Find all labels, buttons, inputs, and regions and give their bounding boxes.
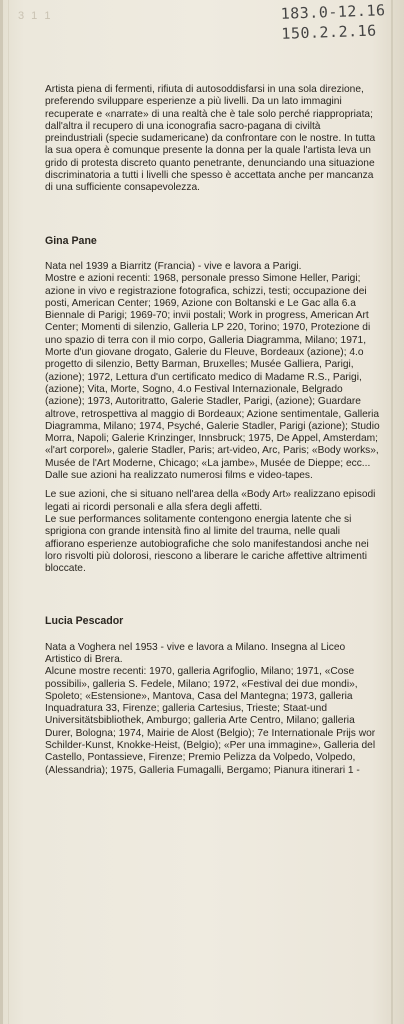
artist-statement-1: Le sue azioni, che si situano nell'area della «Body Art» realizzano episodi legati ai ricordi personali e alla sfera degli affetti.: [45, 489, 376, 513]
artist-statement-2: Le sue performances solitamente contengono energia latente che si sprigiona con grande intensità fino al limite del trauma, nelle quali affiorano esperienze autobiografiche che solo manifestandosi anche nei loro risvolti più dolorosi, riescono a liberare le cariche affettive altrimenti bloccate.: [45, 513, 369, 575]
artist-extra: Dalle sue azioni ha realizzato numerosi films e video-tapes.: [45, 470, 313, 482]
artist-bio: Nata a Voghera nel 1953 - vive e lavora a Milano. Insegna al Liceo Artistico di Brera.: [45, 641, 346, 665]
annotation-line-2: 150.2.2.16: [281, 21, 378, 43]
artist-exhibitions: Alcune mostre recenti: 1970, galleria Agrifoglio, Milano; 1971, «Cose possibili», galleria S. Fedele, Milano; 1972, «Festival dei due mondi», Spoleto; «Estensione», Mantova, Casa del Mantegna; 1973, galleria Inquadratura 33, Firenze; galleria Cartesius, Trieste; Staat-und Universitätsbibliothek, Amburgo; galleria Arte Centro, Milano; galleria Durer, Bologna; 1974, Mairie de Alost (Belgio); 7e Internationale Prijs wor Schilder-Kunst, Knokke-Heist, (Belgio); «Per una immagine», Galleria del Castello, Pontassieve, Firenze; Premio Pelizza da Volpedo, Volpedo, (Alessandria); 1975, Galleria Fumagalli, Bergamo; Pianura itinerari 1 -: [45, 666, 376, 776]
artist-section-lucia-pescador: [45, 615, 380, 777]
document-body: [45, 84, 380, 777]
artist-name: Gina Pane: [45, 234, 97, 247]
artist-name: Lucia Pescador: [45, 615, 124, 628]
artist-exhibitions: Mostre e azioni recenti: 1968, personale presso Simone Heller, Parigi; azione in vivo e registrazione fotografica, schizzi, testi; occupazione dei posti, American Center; 1969, Azione con Boltanski e Le Gac alla 6.a Biennale di Parigi; 1969-70; invii postali; Work in progress, American Art Center; Momenti di silenzio, Galleria LP 220, Torino; 1970, Protezione di uno spazio di terra con il mio corpo, Galleria Diagramma, Milano; 1971, Morte d'un giovane drogato, Galerie du Fleuve, Bordeaux (azione); 4.o progetto di silenzio, Betty Barman, Bruxelles; Musée Galliera, Parigi, (azione); 1972, Lettura d'un certificato medico di Madame R.S., Parigi, (azione); Vita, Morte, Sogno, 4.o Festival Internazionale, Belgrado (azione); 1973, Autoritratto, Galerie Stadler, Parigi, (azione); Guardare altrove, retrospettiva al maggio di Bordeaux; Azione sentimentale, Galleria Diagramma, Milano; 1974, Psyché, Galerie Stadler, Parigi (azione); Studio Morra, Napoli; Galerie Krinzinger, Innsbruck; 1975, De Appel, Amsterdam; «l'art corporel», galerie Stadler, Paris; art-video, Arc, Paris; «Body works», Musée de l'Art Moderne, Chicago; «La jambe», Musée de Dieppe; ecc...: [45, 273, 380, 469]
paper-crease-right: [391, 0, 393, 1024]
intro-paragraph: Artista piena di fermenti, rifiuta di autosoddisfarsi in una sola direzione, preferendo sviluppare esperienze a più livelli. Da un lato immagini recuperate e «narrate» di una realtà che è tale solo perché riappropriata; dall'altra il recupero di una iconografia sacro-pagana di civiltà preindustriali (specie sudamericane) da confrontare con le nostre. In tutta la sua opera è comunque presente la donna per la quale l'artista leva un grido di protesta discreto quanto penetrante, denunciando una situazione discriminatoria a tutti i livelli che spesso è accettata anche per mancanza di una sufficiente consapevolezza.: [45, 84, 376, 194]
paper-edge: [0, 0, 3, 1024]
artist-section-gina-pane: [45, 235, 380, 576]
paper-crease-left: [8, 0, 9, 1024]
artist-bio: Nata nel 1939 a Biarritz (Francia) - vive e lavora a Parigi.: [45, 260, 302, 272]
faint-bleed-through-text: 3 1 1: [18, 10, 53, 22]
handwritten-annotation: [280, 0, 386, 44]
annotation-line-1: 183.0-12.16: [280, 1, 386, 23]
